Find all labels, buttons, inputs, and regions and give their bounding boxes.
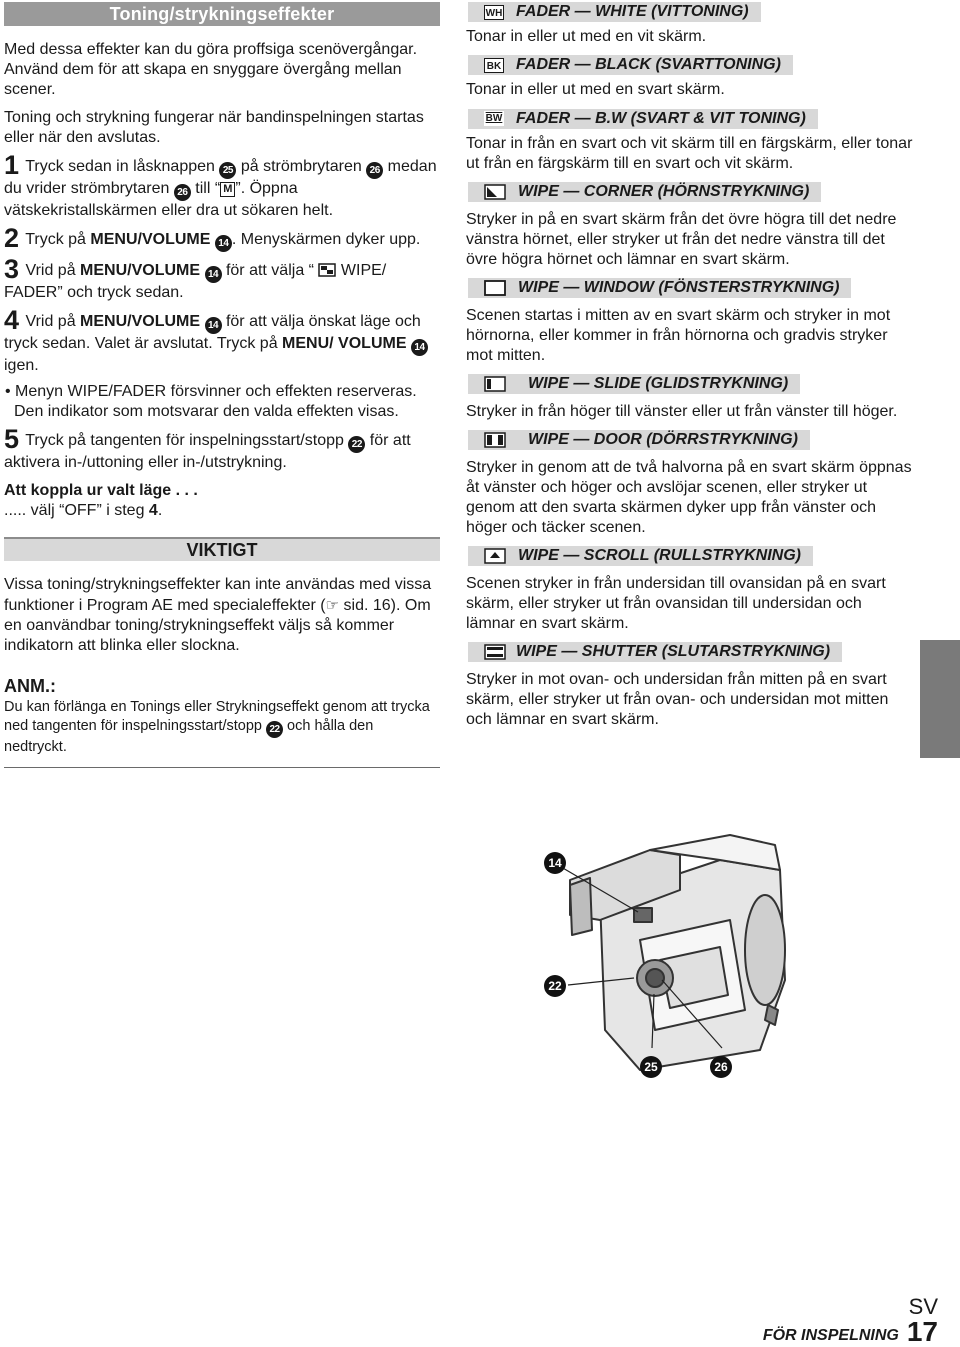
effect-item bbox=[466, 108, 914, 174]
step-number: 4 bbox=[4, 305, 20, 335]
section-name: FÖR INSPELNING bbox=[762, 1327, 899, 1344]
fader-white-icon: WH bbox=[484, 5, 504, 20]
note-text-part: Du kan förlänga en Tonings eller Strykningseffekt genom att trycka ned tangenten för inspelningsstart/stopp bbox=[4, 699, 430, 734]
callout-26: 26 bbox=[710, 1056, 732, 1078]
important-heading: VIKTIGT bbox=[4, 537, 440, 561]
step-text: Vrid på bbox=[25, 262, 76, 279]
cancel-text bbox=[4, 501, 440, 521]
effect-description: Scenen stryker in från undersidan till ovansidan på en svart skärm, eller stryker ut från ovansidan till undersidan och lämnar en svart skärm. bbox=[466, 574, 886, 632]
effect-label: WIPE — CORNER (HÖRNSTRYKNING) bbox=[518, 182, 810, 200]
effect-heading bbox=[468, 430, 810, 450]
step-text: för att välja “ bbox=[225, 262, 314, 279]
intro-paragraph-2: Toning och strykning fungerar när bandinspelningen startas eller när den avslutas. bbox=[4, 109, 424, 146]
effect-label: FADER — BLACK (SVARTTONING) bbox=[516, 56, 781, 73]
step-number: 5 bbox=[4, 424, 20, 454]
callout-22: 22 bbox=[544, 975, 566, 997]
control-name: MENU/VOLUME bbox=[80, 313, 201, 330]
callout-ref: 25 bbox=[219, 162, 236, 179]
bullet-note: • Menyn WIPE/FADER försvinner och effekten reserveras. Den indikator som motsvarar den valda effekten visas. bbox=[5, 383, 417, 420]
step-text: för att aktivera in-/uttoning eller in-/utstrykning. bbox=[4, 432, 411, 471]
step-text: medan du vrider strömbrytaren bbox=[4, 158, 437, 197]
slide-wipe-icon bbox=[484, 376, 506, 392]
section-title: Toning/strykningseffekter bbox=[4, 2, 440, 26]
wipe-fader-icon bbox=[318, 263, 336, 277]
control-name: MENU/VOLUME bbox=[80, 262, 201, 279]
pointing-hand-icon: ☞ bbox=[325, 596, 340, 614]
effect-heading bbox=[468, 2, 761, 22]
manual-mode-icon: M bbox=[220, 182, 235, 197]
callout-ref: 22 bbox=[266, 721, 283, 738]
effect-label: WIPE — WINDOW (FÖNSTERSTRYKNING) bbox=[518, 278, 840, 296]
fader-bw-icon: BW bbox=[485, 113, 503, 124]
step-text: WIPE/ FADER” och tryck sedan. bbox=[4, 262, 387, 301]
step-text: till “ bbox=[195, 180, 221, 197]
effect-item bbox=[466, 2, 914, 47]
fader-black-icon: BK bbox=[484, 58, 504, 73]
step-2 bbox=[4, 223, 440, 253]
effects-column bbox=[466, 2, 914, 730]
effect-heading bbox=[468, 642, 842, 662]
effect-heading bbox=[468, 546, 813, 566]
shutter-wipe-icon bbox=[484, 644, 506, 660]
step-text: Tryck på tangenten för inspelningsstart/stopp bbox=[25, 432, 344, 449]
chapter-tab bbox=[920, 640, 960, 758]
left-divider bbox=[4, 767, 440, 768]
effect-description: Stryker in från höger till vänster eller ut från vänster till höger. bbox=[466, 402, 898, 420]
effect-description: Scenen startas i mitten av en svart skärm och stryker in mot hörnorna, eller kommer in från hörnorna och gradvis stryker mot mitten. bbox=[466, 306, 891, 364]
effect-heading bbox=[468, 278, 851, 298]
step-1 bbox=[4, 150, 440, 221]
effect-heading bbox=[468, 109, 818, 129]
page-footer bbox=[763, 1296, 938, 1346]
effect-item bbox=[466, 278, 914, 366]
step-text: Vrid på bbox=[25, 313, 76, 330]
step-text: Tryck sedan in låsknappen bbox=[25, 158, 215, 175]
effect-description: Tonar in eller ut med en svart skärm. bbox=[466, 81, 725, 98]
cancel-text-part: . bbox=[157, 502, 163, 519]
step-text: på strömbrytaren bbox=[240, 158, 362, 175]
effect-item bbox=[466, 374, 914, 422]
scroll-wipe-icon bbox=[484, 548, 506, 564]
effect-description: Stryker in mot ovan- och undersidan från mitten på en svart skärm, eller stryker ut från ovan- och undersidan mot mitten och lämnar en svart skärm. bbox=[466, 670, 889, 728]
step-text: . Menyskärmen dyker upp. bbox=[231, 231, 421, 248]
callout-ref: 22 bbox=[348, 436, 365, 453]
callout-25: 25 bbox=[640, 1056, 662, 1078]
step-3 bbox=[4, 254, 440, 303]
step-text: Tryck på bbox=[25, 231, 86, 248]
effect-description: Tonar in från en svart och vit skärm till en färgskärm, eller tonar ut från en färgskärm till en svart och vit skärm. bbox=[466, 134, 913, 172]
note-heading: ANM.: bbox=[4, 676, 56, 696]
cancel-text-part: ..... välj “OFF” i steg bbox=[4, 502, 145, 519]
step-5 bbox=[4, 424, 440, 473]
effect-item bbox=[466, 182, 914, 270]
callout-ref: 26 bbox=[366, 162, 383, 179]
important-text-part: sid. 16). Om en oanvändbar toning/strykningseffekt väljs så kommer indikatorn att blinka eller slockna. bbox=[4, 597, 431, 654]
step-number: 3 bbox=[4, 254, 20, 284]
language-code: SV bbox=[908, 1294, 938, 1319]
step-text: ”. Öppna vätskekristallskärmen eller dra ut sökaren helt. bbox=[4, 180, 334, 219]
corner-wipe-icon bbox=[484, 184, 506, 200]
effect-description: Tonar in eller ut med en vit skärm. bbox=[466, 28, 707, 45]
step-number: 1 bbox=[4, 150, 20, 180]
door-wipe-icon bbox=[484, 432, 506, 448]
control-name: MENU/ VOLUME bbox=[282, 335, 407, 352]
effect-label: WIPE — SHUTTER (SLUTARSTRYKNING) bbox=[516, 642, 831, 660]
callout-ref: 14 bbox=[215, 235, 232, 252]
window-wipe-icon bbox=[484, 280, 506, 296]
effect-label: WIPE — DOOR (DÖRRSTRYKNING) bbox=[528, 430, 798, 448]
effect-label: WIPE — SLIDE (GLIDSTRYKNING) bbox=[528, 374, 789, 392]
callout-14: 14 bbox=[544, 852, 566, 874]
important-text bbox=[4, 575, 440, 656]
step-4 bbox=[4, 305, 440, 376]
camcorder-drawing bbox=[530, 830, 830, 1100]
control-name: MENU/VOLUME bbox=[90, 231, 211, 248]
callout-ref: 26 bbox=[174, 184, 191, 201]
effect-label: WIPE — SCROLL (RULLSTRYKNING) bbox=[518, 546, 801, 564]
effect-heading bbox=[468, 374, 800, 394]
cancel-heading: Att koppla ur valt läge . . . bbox=[4, 482, 198, 499]
effect-label: FADER — B.W (SVART & VIT TONING) bbox=[516, 109, 806, 127]
callout-ref: 14 bbox=[205, 266, 222, 283]
note-text-part: och hålla den nedtryckt. bbox=[4, 718, 374, 755]
important-text-part: Vissa toning/strykningseffekter kan inte användas med vissa funktioner i Program AE med specialeffekter ( bbox=[4, 576, 432, 614]
step-text: igen. bbox=[4, 357, 39, 374]
effect-item bbox=[466, 430, 914, 538]
callout-ref: 14 bbox=[411, 339, 428, 356]
step-text: för att välja önskat läge och tryck sedan. Valet är avslutat. Tryck på bbox=[4, 313, 421, 352]
step-number: 2 bbox=[4, 223, 20, 253]
left-column bbox=[4, 2, 440, 768]
cancel-step-ref: 4 bbox=[148, 502, 158, 519]
note-text bbox=[4, 698, 440, 757]
effect-description: Stryker in på en svart skärm från det övre högra till det nedre vänstra hörnet, eller stryker ut från det nedre vänstra till det övre högra hörnet och lämnar en svart skärm. bbox=[466, 210, 897, 268]
effect-item bbox=[466, 546, 914, 634]
page-number: 17 bbox=[906, 1316, 938, 1347]
effect-label: FADER — WHITE (VITTONING) bbox=[516, 3, 749, 20]
effect-description: Stryker in genom att de två halvorna på en svart skärm öppnas åt vänster och höger och avslöjar scenen, eller stryker ut genom att den svarta skärmen dyker upp från vänster och höger och täcker scenen. bbox=[466, 458, 912, 536]
footer-line bbox=[763, 1318, 938, 1346]
effect-item bbox=[466, 642, 914, 730]
camcorder-illustration bbox=[530, 830, 830, 1100]
effect-heading bbox=[468, 182, 821, 202]
effect-item bbox=[466, 55, 914, 100]
callout-ref: 14 bbox=[205, 317, 222, 334]
effect-heading bbox=[468, 55, 793, 75]
intro-paragraph: Med dessa effekter kan du göra proffsiga scenövergångar. Använd dem för att skapa en snyggare övergång mellan scener. bbox=[4, 41, 418, 98]
